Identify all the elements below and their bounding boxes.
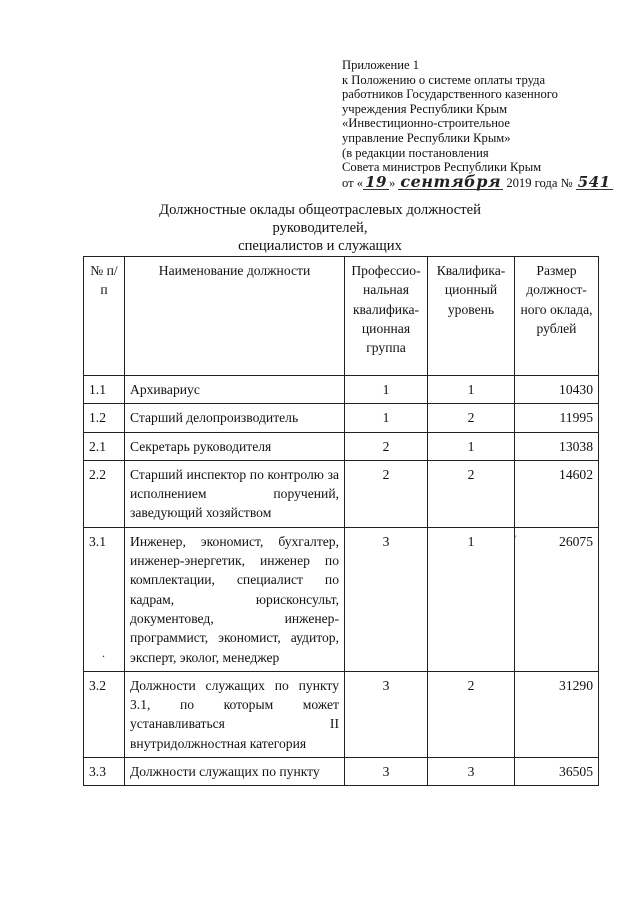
- appendix-line: Совета министров Республики Крым: [342, 160, 542, 175]
- header-level-text: Квалифика- ционный уровень: [436, 263, 506, 317]
- header-group: [345, 257, 428, 376]
- header-salary: [515, 257, 599, 376]
- row-num-text: 3.1: [89, 533, 106, 549]
- row-level: 1: [428, 376, 515, 404]
- document-title: [110, 201, 530, 255]
- date-year: 2019 года №: [506, 175, 573, 190]
- row-salary: 13038: [515, 432, 599, 460]
- row-salary-text: 26075: [559, 533, 593, 549]
- row-name: Старший делопроизводитель: [125, 404, 345, 432]
- row-name: Инженер, экономист, бухгалтер, инженер-энергетик, инженер по комплектации, специалист по кадрам, юрисконсульт, документовед, инженер-программист, экономист, аудитор, эксперт, эколог, менеджер: [125, 527, 345, 671]
- row-salary: [515, 527, 599, 671]
- table-row: [84, 527, 599, 671]
- table-row: [84, 758, 599, 786]
- row-level: 2: [428, 404, 515, 432]
- row-level: 3: [428, 758, 515, 786]
- row-salary: 36505: [515, 758, 599, 786]
- scan-dot-mark: .: [102, 645, 105, 660]
- header-name-text: Наименование должности: [158, 263, 311, 278]
- date-prefix: от «: [342, 175, 364, 190]
- row-group: 2: [345, 460, 428, 527]
- header-name: [125, 257, 345, 376]
- appendix-block: [342, 58, 632, 190]
- row-group: 2: [345, 432, 428, 460]
- row-name: Старший инспектор по контролю за исполнением поручений, заведующий хозяйством: [125, 460, 345, 527]
- header-num-text: № п/п: [90, 263, 118, 298]
- row-name: Архивариус: [125, 376, 345, 404]
- row-salary: 31290: [515, 671, 599, 757]
- row-salary: 14602: [515, 460, 599, 527]
- row-salary: 11995: [515, 404, 599, 432]
- appendix-line: (в редакции постановления: [342, 145, 489, 160]
- row-group: 1: [345, 376, 428, 404]
- row-group: 3: [345, 527, 428, 671]
- date-mid: »: [388, 175, 396, 190]
- table-row: [84, 671, 599, 757]
- table-row: [84, 404, 599, 432]
- appendix-line: Приложение 1: [342, 58, 420, 72]
- appendix-line: к Положению о системе оплаты труда: [342, 72, 546, 87]
- table-row: [84, 460, 599, 527]
- appendix-line: «Инвестиционно-строительное: [342, 116, 510, 131]
- table-header-row: [84, 257, 599, 376]
- header-salary-text: Размер должност- ного оклада, рублей: [520, 263, 593, 336]
- row-num: 1.1: [84, 376, 125, 404]
- row-name: Должности служащих по пункту: [125, 758, 345, 786]
- row-num: 3.2: [84, 671, 125, 757]
- scan-tick-mark: ': [515, 533, 517, 544]
- row-level: 1: [428, 432, 515, 460]
- row-name: Секретарь руководителя: [125, 432, 345, 460]
- row-level: 2: [428, 460, 515, 527]
- row-num: 3.3: [84, 758, 125, 786]
- header-num: [84, 257, 125, 376]
- row-num: 2.2: [84, 460, 125, 527]
- row-group: 3: [345, 671, 428, 757]
- table-row: [84, 376, 599, 404]
- appendix-line: работников Государственного казенного: [342, 87, 558, 102]
- row-group: 1: [345, 404, 428, 432]
- row-num: 1.2: [84, 404, 125, 432]
- row-level: 2: [428, 671, 515, 757]
- appendix-line: управление Республики Крым»: [342, 130, 511, 145]
- title-line-1: Должностные оклады общеотраслевых должностей руководителей,: [159, 202, 481, 236]
- table-row: [84, 432, 599, 460]
- handwritten-number: 541: [577, 172, 611, 191]
- row-salary: 10430: [515, 376, 599, 404]
- title-line-2: специалистов и служащих: [238, 238, 402, 254]
- row-name: Должности служащих по пункту 3.1, по которым может устанавливаться II внутридолжностная категория: [125, 671, 345, 757]
- row-num: 2.1: [84, 432, 125, 460]
- decree-date-line: [342, 171, 632, 191]
- row-num: [84, 527, 125, 671]
- header-level: [428, 257, 515, 376]
- header-group-text: Профессио- нальная квалифика- ционная группа: [351, 263, 421, 356]
- handwritten-day: 19: [365, 172, 387, 191]
- appendix-line: учреждения Республики Крым: [342, 101, 508, 116]
- handwritten-month: сентября: [400, 171, 502, 191]
- salary-table: [83, 256, 599, 786]
- row-group: 3: [345, 758, 428, 786]
- row-level: 1: [428, 527, 515, 671]
